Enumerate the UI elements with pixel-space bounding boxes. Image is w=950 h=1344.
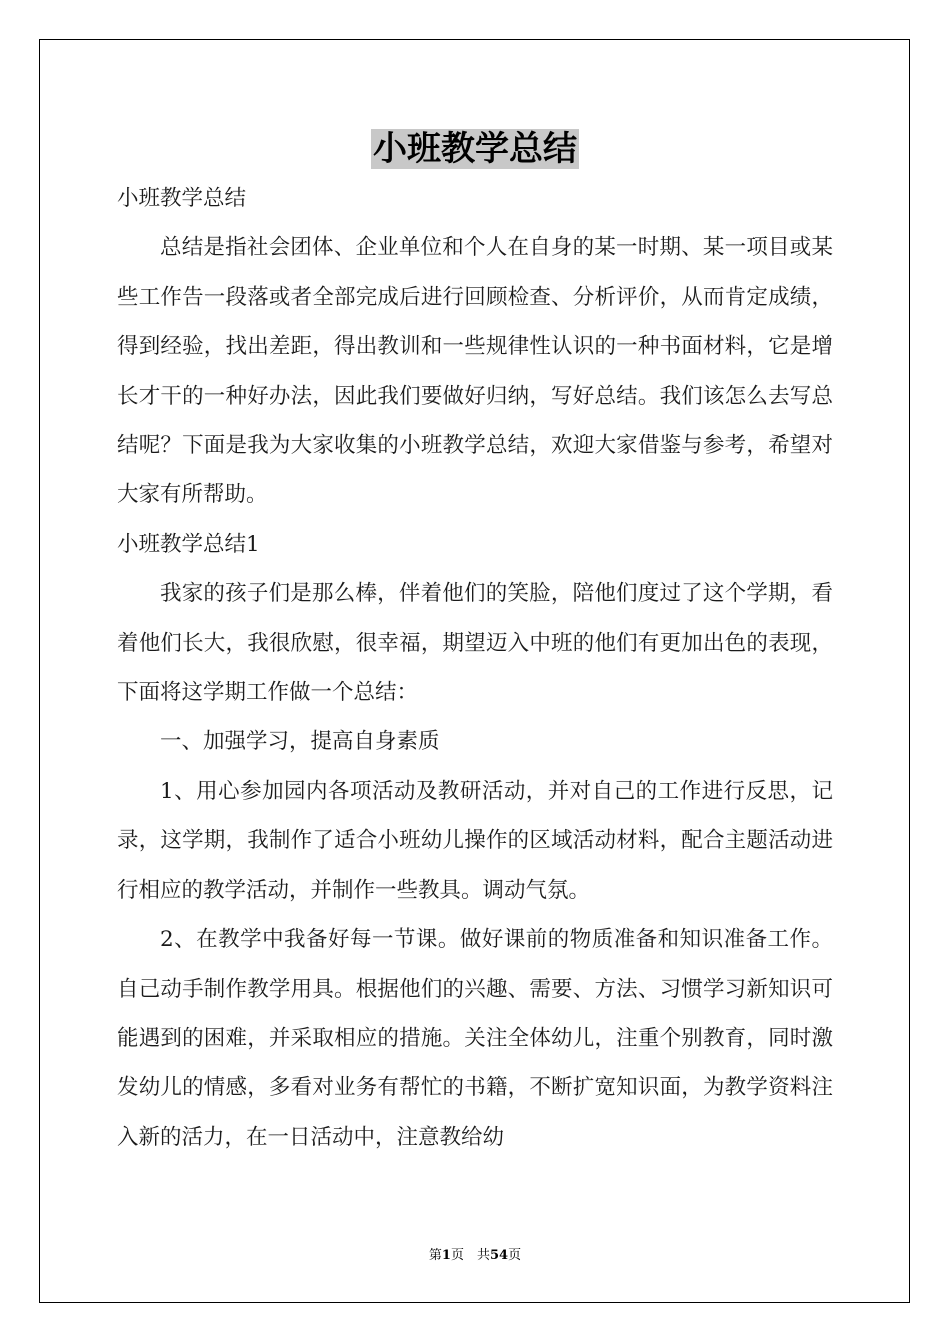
document-subtitle: 小班教学总结 — [117, 186, 247, 211]
page-mid: 页 共 — [450, 1248, 490, 1263]
page-total: 54 — [489, 1248, 509, 1263]
document-body — [117, 174, 833, 1162]
page-footer — [0, 1244, 950, 1263]
section-paragraph: 我家的孩子们是那么棒，伴着他们的笑脸，陪他们度过了这个学期，看着他们长大，我很欣慰，很幸福，期望迈入中班的他们有更加出色的表现，下面将这学期工作做一个总结： — [117, 581, 833, 706]
intro-paragraph: 总结是指社会团体、企业单位和个人在自身的某一时期、某一项目或某些工作告一段落或者全部完成后进行回顾检查、分析评价，从而肯定成绩，得到经验，找出差距，得出教训和一些规律性认识的一种书面材料，它是增长才干的一种好办法，因此我们要做好归纳，写好总结。我们该怎么去写总结呢？下面是我为大家收集的小班教学总结，欢迎大家借鉴与参考，希望对大家有所帮助。 — [117, 235, 833, 508]
list-item-1: 1、用心参加园内各项活动及教研活动，并对自己的工作进行反思，记录，这学期，我制作了适合小班幼儿操作的区域活动材料，配合主题活动进行相应的教学活动，并制作一些教具。调动气氛。 — [117, 778, 833, 903]
document-title-text: 小班教学总结 — [373, 129, 577, 169]
page-suffix: 页 — [508, 1248, 522, 1263]
section-heading: 小班教学总结1 — [117, 531, 260, 557]
subheading: 一、加强学习，提高自身素质 — [160, 729, 440, 755]
document-title — [0, 126, 950, 172]
page-prefix: 第 — [428, 1248, 442, 1263]
page-current: 1 — [441, 1248, 451, 1263]
list-item-2: 2、在教学中我备好每一节课。做好课前的物质准备和知识准备工作。自己动手制作教学用具。根据他们的兴趣、需要、方法、习惯学习新知识可能遇到的困难，并采取相应的措施。关注全体幼儿，注重个别教育，同时激发幼儿的情感，多看对业务有帮忙的书籍，不断扩宽知识面，为教学资料注入新的活力，在一日活动中，注意教给幼 — [117, 927, 833, 1150]
